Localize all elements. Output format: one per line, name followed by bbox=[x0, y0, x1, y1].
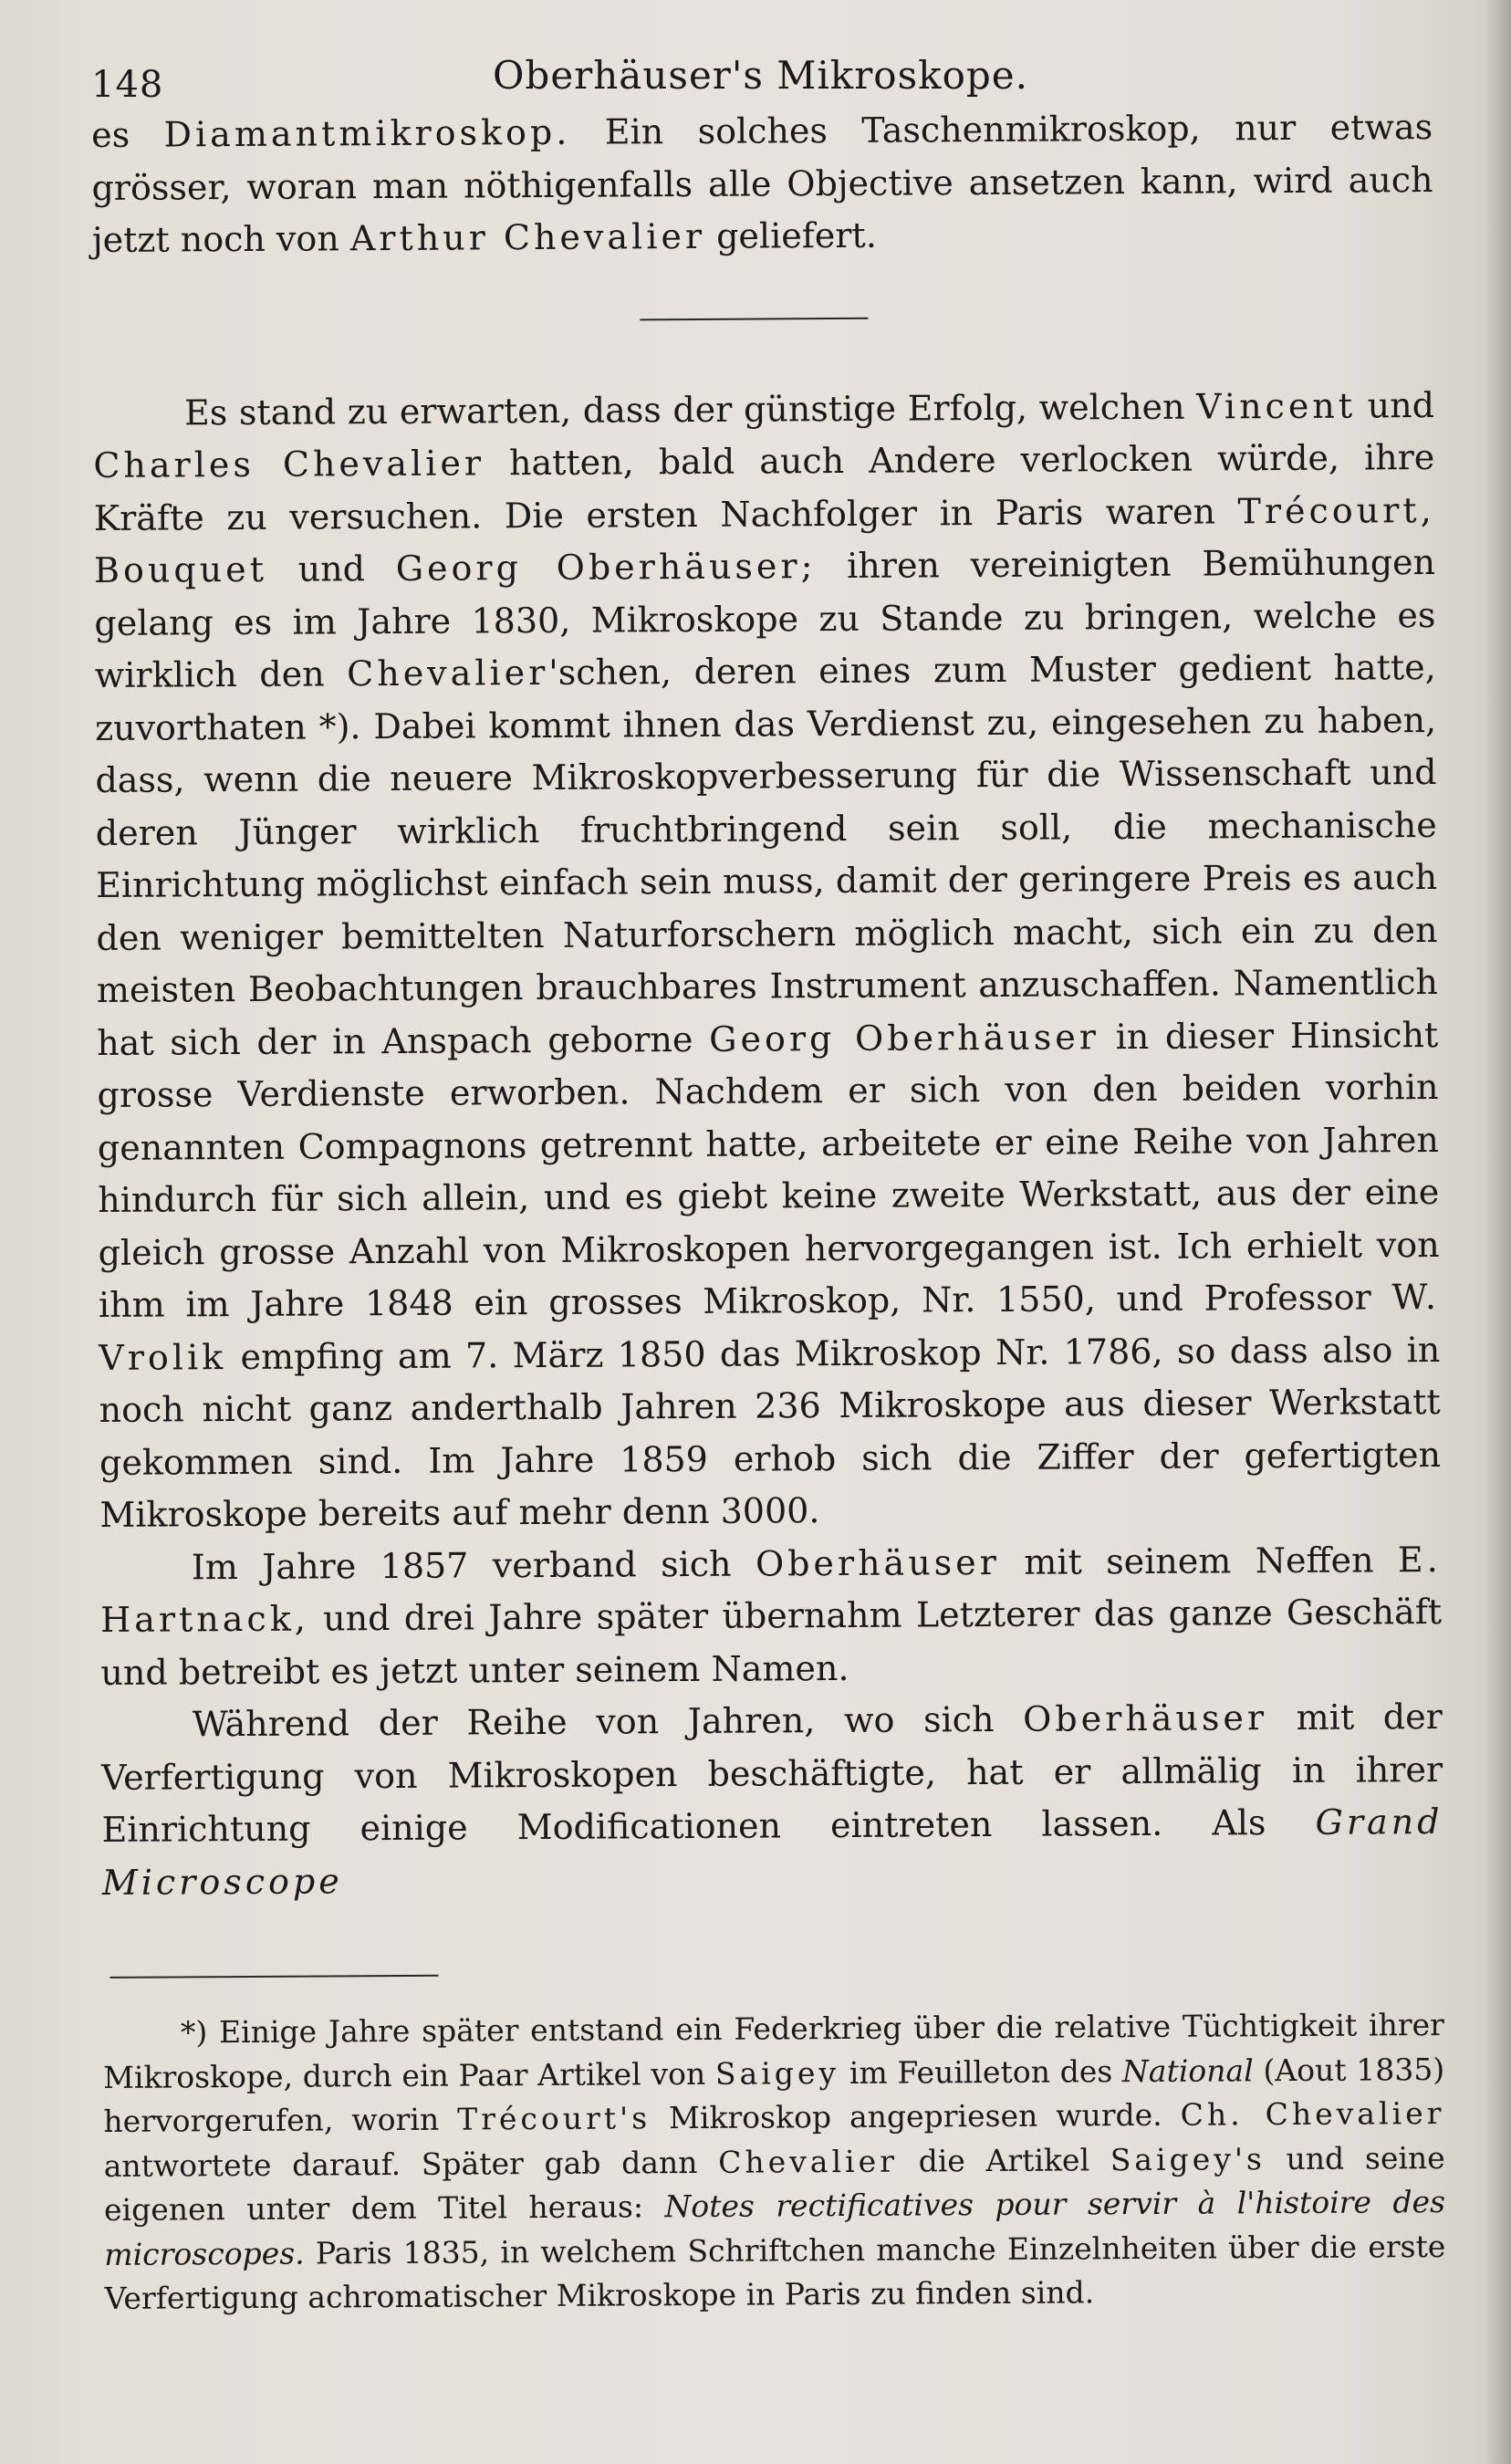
text-run: mit seinem Neffen bbox=[999, 1539, 1399, 1582]
spaced-name: Vincent bbox=[1196, 385, 1357, 427]
text-run: empfing am 7. März 1850 das Mikroskop Nr. 1786, so dass also in noch nicht ganz anderthalb Jahren 236 Mikroskope aus dieser Werkstatt gekommen sind. Im Jahre 1859 erhob sich die Ziffer der gefertigten Mikroskope bereits auf mehr denn 3000. bbox=[99, 1329, 1442, 1535]
spaced-name: Chevalier bbox=[347, 652, 549, 694]
spaced-name: E. Hartnack, bbox=[99, 1539, 1442, 1640]
text-run: Während der Reihe von Jahren, wo sich bbox=[192, 1698, 1024, 1745]
text-run: in dieser Hinsicht grosse Verdienste erworben. Nachdem er sich von den beiden vorhin genannten Compagnons getrennt hatte, arbeitete er eine Reihe von Jahren hindurch für sich allein, und es giebt keine zweite Werkstatt, aus der eine gleich grosse Anzahl von Mikroskopen hervorgegangen ist. Ich erhielt von ihm im Jahre 1848 ein grosses Mikroskop, Nr. 1550, und Professor bbox=[97, 1014, 1440, 1325]
text-run: mit der Verfertigung von Mikroskopen beschäftigte, hat er allmälig in ihrer Einrichtung einige Modificationen eintreten lassen. Als bbox=[101, 1696, 1443, 1850]
spaced-name: Georg Oberhäuser bbox=[709, 1016, 1100, 1060]
text-run: *) Einige Jahre später entstand ein Federkrieg über die relative Tüchtigkeit ihrer Mikroskope, durch ein Paar Artikel von bbox=[103, 2006, 1444, 2095]
text-run: Ein solches Taschenmikroskop, nur etwas grösser, woran man nöthigenfalls alle Objective ansetzen kann, wird auch jetzt noch von bbox=[91, 107, 1433, 260]
text-run: und seine eigenen unter dem Titel heraus: bbox=[103, 2139, 1445, 2228]
text-run: hatten, bald auch Andere verlocken würde, ihre Kräfte zu versuchen. Die ersten Nachfolger in Paris waren bbox=[93, 437, 1435, 538]
text-run: Es stand zu erwarten, dass der günstige Erfolg, welchen bbox=[183, 386, 1197, 433]
text-run: Mikroskop angepriesen wurde. bbox=[651, 2096, 1181, 2136]
text-run: 'schen, deren eines zum Muster gedient hatte, zuvorthaten *). Dabei kommt ihnen das Verdienst zu, eingesehen zu haben, dass, wenn die neuere Mikroskopverbesserung für die Wissenschaft und deren Jünger wirklich fruchtbringend sein soll, die mechanische Einrichtung möglichst einfach sein muss, damit der geringere Preis es auch den weniger bemittelten Naturforschern möglich macht, sich ein zu den meisten Beobachtungen brauchbares Instrument anzuschaffen. Namentlich hat sich der in Anspach geborne bbox=[95, 647, 1439, 1063]
italic-term: Grand Microscope bbox=[101, 1801, 1443, 1903]
paragraph-history bbox=[93, 380, 1442, 1542]
text-run: Paris 1835, in welchem Schriftchen manche Einzelnheiten über die erste Verfertigung achromatischer Mikroskope in Paris zu finden sind. bbox=[104, 2228, 1446, 2316]
paragraph-modifications bbox=[101, 1691, 1443, 1909]
text-run: antwortete darauf. Später gab dann bbox=[103, 2144, 719, 2184]
text-run: (Aout 1835) hervorgerufen, worin bbox=[103, 2051, 1445, 2139]
spaced-name: Oberhäuser bbox=[1023, 1697, 1268, 1739]
running-head-title: Oberhäuser's Mikroskope. bbox=[493, 53, 1028, 98]
text-run: geliefert. bbox=[704, 214, 877, 256]
spaced-name: Georg Oberhäuser; bbox=[395, 546, 817, 589]
text-block bbox=[91, 101, 1446, 2321]
text-run: ihren vereinigten Bemühungen gelang es im Jahre 1830, Mikroskope zu Stande zu bringen, welche es wirklich den bbox=[94, 542, 1436, 695]
page-edge-shadow bbox=[1484, 0, 1511, 2464]
paragraph-intro bbox=[91, 101, 1433, 266]
spaced-name: Arthur Chevalier bbox=[349, 215, 706, 259]
spaced-term: Diamantmikroskop. bbox=[163, 111, 571, 155]
spaced-name: Trécourt, Bouquet bbox=[93, 489, 1435, 590]
text-run: im Feuilleton des bbox=[839, 2052, 1123, 2091]
spaced-name: Chevalier bbox=[718, 2143, 899, 2180]
text-run: und drei Jahre später übernahm Letzterer das ganze Geschäft und betreibt es jetzt unter seinem Namen. bbox=[100, 1591, 1443, 1693]
section-divider bbox=[640, 317, 868, 320]
footnote bbox=[103, 2003, 1446, 2321]
text-run: und bbox=[266, 548, 396, 590]
spaced-name: W. Vrolik bbox=[99, 1276, 1441, 1378]
spaced-name: Saigey's bbox=[1110, 2140, 1266, 2177]
paragraph-hartnack bbox=[100, 1533, 1443, 1698]
spaced-name: Saigey bbox=[714, 2054, 840, 2092]
text-run: Im Jahre 1857 verband sich bbox=[191, 1543, 756, 1587]
italic-title: Notes rectificatives pour servir à l'histoire des microscopes. bbox=[104, 2183, 1446, 2272]
text-run: und bbox=[1355, 384, 1435, 426]
spaced-name: Trécourt's bbox=[457, 2100, 651, 2137]
spaced-name: Charles Chevalier bbox=[93, 443, 485, 485]
spaced-name: Ch. Chevalier bbox=[1180, 2094, 1445, 2133]
footnote-rule bbox=[109, 1975, 438, 1979]
page-number: 148 bbox=[91, 64, 164, 106]
text-run: die Artikel bbox=[897, 2141, 1110, 2179]
text-run: es bbox=[91, 114, 164, 155]
spaced-name: Oberhäuser bbox=[755, 1541, 1001, 1584]
italic-term: National bbox=[1121, 2052, 1254, 2089]
